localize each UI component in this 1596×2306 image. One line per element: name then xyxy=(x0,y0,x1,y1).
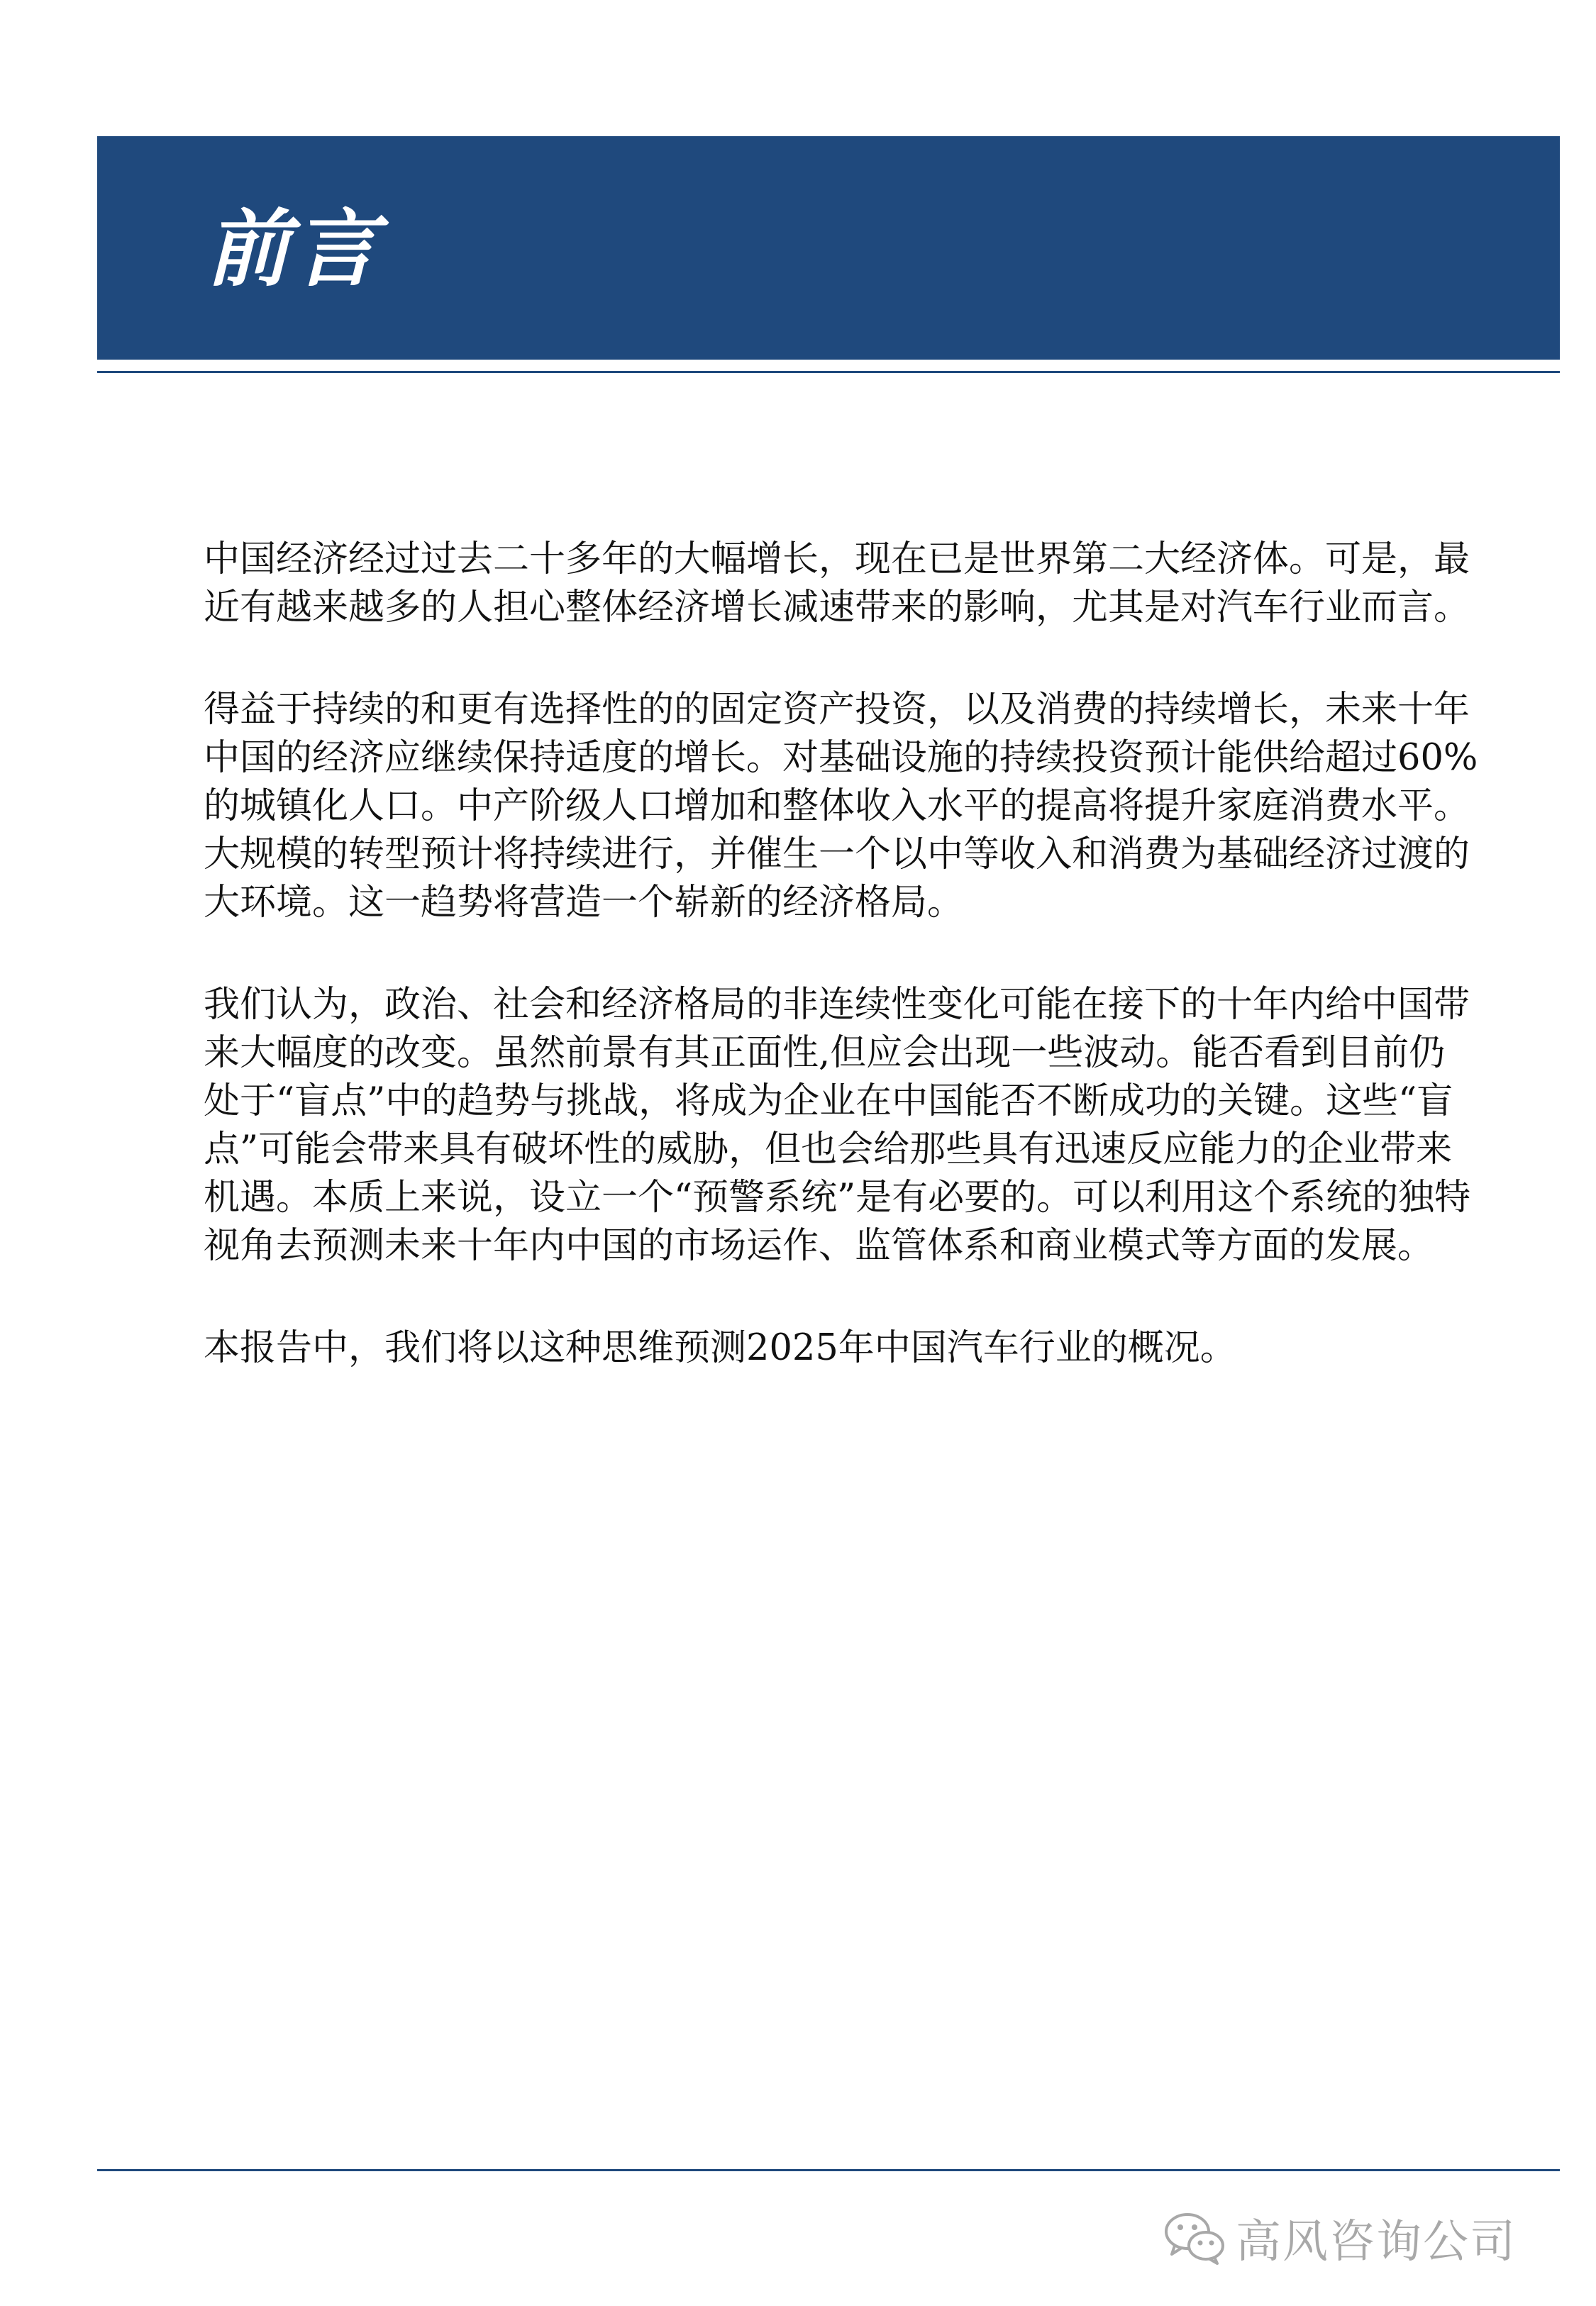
header-divider xyxy=(97,371,1560,373)
page-title: 前言 xyxy=(206,199,382,298)
watermark xyxy=(1163,2206,1517,2270)
footer-divider xyxy=(97,2169,1560,2171)
paragraph: 中国经济经过过去二十多年的大幅增长，现在已是世界第二大经济体。可是，最近有越来越多的人担心整体经济增长减速带来的影响，尤其是对汽车行业而言。 xyxy=(204,538,1470,628)
body-text xyxy=(204,536,1480,1426)
paragraph: 得益于持续的和更有选择性的的固定资产投资，以及消费的持续增长，未来十年中国的经济应继续保持适度的增长。对基础设施的持续投资预计能供给超过60%的城镇化人口。中产阶级人口增加和整体收入水平的提高将提升家庭消费水平。大规模的转型预计将持续进行，并催生一个以中等收入和消费为基础经济过渡的大环境。这一趋势将营造一个崭新的经济格局。 xyxy=(204,689,1478,924)
paragraph: 我们认为，政治、社会和经济格局的非连续性变化可能在接下的十年内给中国带来大幅度的改变。虽然前景有其正面性,但应会出现一些波动。能否看到目前仍处于“盲点”中的趋势与挑战，将成为企业在中国能否不断成功的关键。这些“盲点”可能会带来具有破坏性的威胁，但也会给那些具有迅速反应能力的企业带来机遇。本质上来说，设立一个“预警系统”是有必要的。可以利用这个系统的独特视角去预测未来十年内中国的市场运作、监管体系和商业模式等方面的发展。 xyxy=(204,984,1471,1267)
paragraph: 本报告中，我们将以这种思维预测2025年中国汽车行业的概况。 xyxy=(204,1327,1236,1369)
wechat-icon xyxy=(1163,2210,1226,2266)
watermark-text: 高风咨询公司 xyxy=(1236,2216,1517,2268)
